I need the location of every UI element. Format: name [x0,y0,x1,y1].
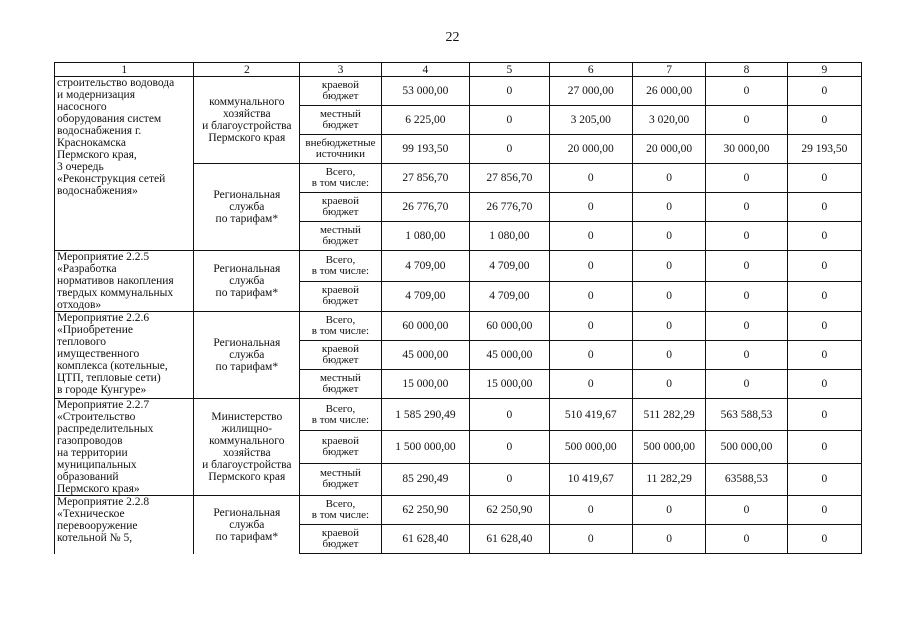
value-cell: 0 [549,164,632,193]
header-cell: 9 [787,63,861,77]
table-row [55,496,862,525]
value-cell: 0 [706,77,787,106]
value-cell: 27 000,00 [549,77,632,106]
table-row [55,77,862,106]
funding-source-cell: Всего, в том числе: [300,399,381,431]
header-cell: 6 [549,63,632,77]
value-cell: 10 419,67 [549,463,632,495]
value-cell: 60 000,00 [381,312,470,341]
value-cell: 62 250,90 [381,496,470,525]
funding-source-cell: Всего, в том числе: [300,164,381,193]
page-number: 22 [445,30,460,45]
table-row [55,312,862,341]
funding-source-cell: краевой бюджет [300,193,381,222]
funding-source-cell: Всего, в том числе: [300,251,381,282]
value-cell: 0 [549,370,632,399]
header-cell: 8 [706,63,787,77]
funding-source-cell: внебюджетные источники [300,135,381,164]
funding-source-cell: местный бюджет [300,106,381,135]
funding-source-cell: местный бюджет [300,222,381,251]
event-name-cell: Мероприятие 2.2.5 «Разработка нормативов накопления твердых коммунальных отходов» [55,251,194,312]
value-cell: 0 [632,222,705,251]
event-name-cell: Мероприятие 2.2.6 «Приобретение теплового имущественного комплекса (котельные, ЦТП, тепловые сети) в городе Кунгуре» [55,312,194,399]
executor-cell: Региональная служба по тарифам* [194,164,300,251]
value-cell: 0 [632,525,705,554]
value-cell: 26 000,00 [632,77,705,106]
value-cell: 0 [470,463,549,495]
value-cell: 20 000,00 [632,135,705,164]
event-name-cell: Мероприятие 2.2.7 «Строительство распределительных газопроводов на территории муниципальных образований Пермского края» [55,399,194,496]
value-cell: 85 290,49 [381,463,470,495]
value-cell: 61 628,40 [470,525,549,554]
value-cell: 61 628,40 [381,525,470,554]
value-cell: 0 [470,399,549,431]
value-cell: 0 [470,135,549,164]
table-row [55,251,862,282]
value-cell: 1 080,00 [381,222,470,251]
value-cell: 0 [787,251,861,282]
funding-source-cell: краевой бюджет [300,77,381,106]
value-cell: 15 000,00 [381,370,470,399]
executor-cell: коммунального хозяйства и благоустройства Пермского края [194,77,300,164]
value-cell: 0 [549,312,632,341]
value-cell: 15 000,00 [470,370,549,399]
value-cell: 0 [787,77,861,106]
value-cell: 0 [706,312,787,341]
value-cell: 0 [787,312,861,341]
value-cell: 0 [632,164,705,193]
value-cell: 99 193,50 [381,135,470,164]
header-cell: 7 [632,63,705,77]
funding-source-cell: краевой бюджет [300,341,381,370]
value-cell: 0 [787,281,861,312]
header-row [55,63,862,77]
value-cell: 0 [787,399,861,431]
value-cell: 0 [549,281,632,312]
value-cell: 0 [706,281,787,312]
executor-cell: Министерство жилищно- коммунального хозяйства и благоустройства Пермского края [194,399,300,496]
value-cell: 0 [706,496,787,525]
funding-source-cell: Всего, в том числе: [300,496,381,525]
event-name-cell: Мероприятие 2.2.8 «Техническое перевооружение котельной № 5, [55,496,194,554]
value-cell: 0 [787,106,861,135]
value-cell: 1 585 290,49 [381,399,470,431]
value-cell: 27 856,70 [381,164,470,193]
value-cell: 0 [549,222,632,251]
header-cell: 4 [381,63,470,77]
value-cell: 500 000,00 [549,431,632,463]
value-cell: 0 [632,193,705,222]
value-cell: 0 [549,525,632,554]
funding-source-cell: краевой бюджет [300,525,381,554]
value-cell: 45 000,00 [470,341,549,370]
funding-source-cell: краевой бюджет [300,431,381,463]
header-cell: 2 [194,63,300,77]
value-cell: 0 [632,281,705,312]
value-cell: 0 [787,431,861,463]
value-cell: 3 020,00 [632,106,705,135]
value-cell: 27 856,70 [470,164,549,193]
value-cell: 0 [470,77,549,106]
value-cell: 0 [706,222,787,251]
value-cell: 26 776,70 [381,193,470,222]
value-cell: 0 [632,341,705,370]
value-cell: 0 [632,312,705,341]
value-cell: 511 282,29 [632,399,705,431]
value-cell: 0 [787,222,861,251]
value-cell: 6 225,00 [381,106,470,135]
table-body [55,63,862,554]
value-cell: 26 776,70 [470,193,549,222]
value-cell: 60 000,00 [470,312,549,341]
value-cell: 0 [787,463,861,495]
value-cell: 20 000,00 [549,135,632,164]
funding-source-cell: Всего, в том числе: [300,312,381,341]
value-cell: 563 588,53 [706,399,787,431]
value-cell: 0 [549,496,632,525]
value-cell: 0 [706,164,787,193]
value-cell: 500 000,00 [632,431,705,463]
funding-source-cell: местный бюджет [300,463,381,495]
value-cell: 510 419,67 [549,399,632,431]
value-cell: 0 [549,193,632,222]
value-cell: 30 000,00 [706,135,787,164]
value-cell: 62 250,90 [470,496,549,525]
value-cell: 45 000,00 [381,341,470,370]
value-cell: 0 [787,164,861,193]
value-cell: 4 709,00 [381,281,470,312]
event-name-cell: строительство водовода и модернизация насосного оборудования систем водоснабжения г. Краснокамска Пермского края, 3 очередь «Реконструкция сетей водоснабжения» [55,77,194,251]
value-cell: 0 [706,341,787,370]
value-cell: 0 [632,370,705,399]
value-cell: 0 [787,193,861,222]
value-cell: 0 [787,525,861,554]
value-cell: 0 [632,251,705,282]
funding-source-cell: местный бюджет [300,370,381,399]
value-cell: 0 [706,251,787,282]
value-cell: 0 [549,251,632,282]
table-row [55,399,862,431]
value-cell: 4 709,00 [470,281,549,312]
value-cell: 3 205,00 [549,106,632,135]
value-cell: 0 [706,193,787,222]
executor-cell: Региональная служба по тарифам* [194,312,300,399]
value-cell: 500 000,00 [706,431,787,463]
value-cell: 63588,53 [706,463,787,495]
header-cell: 1 [55,63,194,77]
value-cell: 11 282,29 [632,463,705,495]
budget-table [54,62,862,554]
executor-cell: Региональная служба по тарифам* [194,251,300,312]
value-cell: 1 500 000,00 [381,431,470,463]
header-cell: 3 [300,63,381,77]
value-cell: 0 [706,106,787,135]
value-cell: 0 [470,106,549,135]
value-cell: 0 [787,496,861,525]
value-cell: 0 [549,341,632,370]
value-cell: 0 [632,496,705,525]
value-cell: 4 709,00 [381,251,470,282]
header-cell: 5 [470,63,549,77]
value-cell: 0 [787,370,861,399]
value-cell: 1 080,00 [470,222,549,251]
value-cell: 0 [787,341,861,370]
value-cell: 4 709,00 [470,251,549,282]
value-cell: 0 [706,370,787,399]
value-cell: 53 000,00 [381,77,470,106]
value-cell: 0 [470,431,549,463]
funding-source-cell: краевой бюджет [300,281,381,312]
value-cell: 29 193,50 [787,135,861,164]
executor-cell: Региональная служба по тарифам* [194,496,300,554]
value-cell: 0 [706,525,787,554]
